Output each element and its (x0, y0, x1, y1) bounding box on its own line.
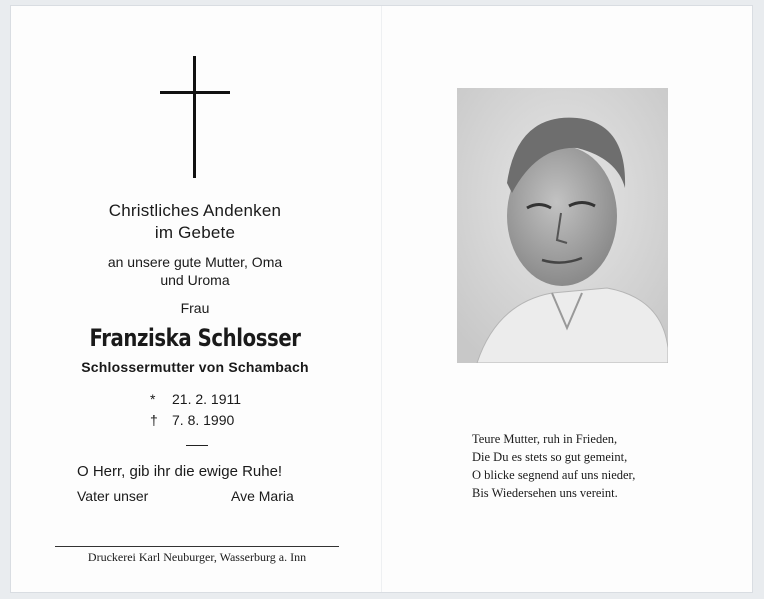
title-label: Frau (180, 300, 210, 316)
divider (186, 445, 208, 446)
deceased-name: Franziska Schlosser (89, 324, 301, 352)
heading-line-1: Christliches Andenken (108, 201, 282, 220)
poem (472, 430, 635, 502)
birth-date-row (150, 389, 241, 410)
birth-symbol: * (150, 391, 156, 407)
heading-line-2: im Gebete (154, 223, 236, 242)
poem-line-4: Bis Wiedersehen uns vereint. (472, 486, 618, 500)
death-date: 7. 8. 1990 (172, 412, 235, 428)
poem-line-1: Teure Mutter, ruh in Frieden, (472, 432, 618, 446)
dedication-line-2: und Uroma (160, 272, 230, 288)
portrait-photo (457, 88, 668, 363)
prayer-right: Ave Maria (231, 488, 294, 504)
prayer-main: O Herr, gib ihr die ewige Ruhe! (77, 463, 283, 480)
subtitle: Schlossermutter von Schambach (81, 359, 309, 375)
dedication-line-1: an unsere gute Mutter, Oma (107, 254, 283, 270)
cross-icon (160, 56, 230, 178)
death-symbol: † (150, 412, 158, 428)
printer-divider (55, 546, 339, 547)
poem-line-3: O blicke segnend auf uns nieder, (472, 468, 636, 482)
poem-line-2: Die Du es stets so gut gemeint, (472, 450, 628, 464)
birth-date: 21. 2. 1911 (172, 391, 242, 407)
printer-credit: Druckerei Karl Neuburger, Wasserburg a. Inn (87, 550, 307, 564)
prayer-left: Vater unser (77, 488, 149, 504)
death-date-row (150, 410, 234, 431)
card-fold (381, 6, 382, 592)
